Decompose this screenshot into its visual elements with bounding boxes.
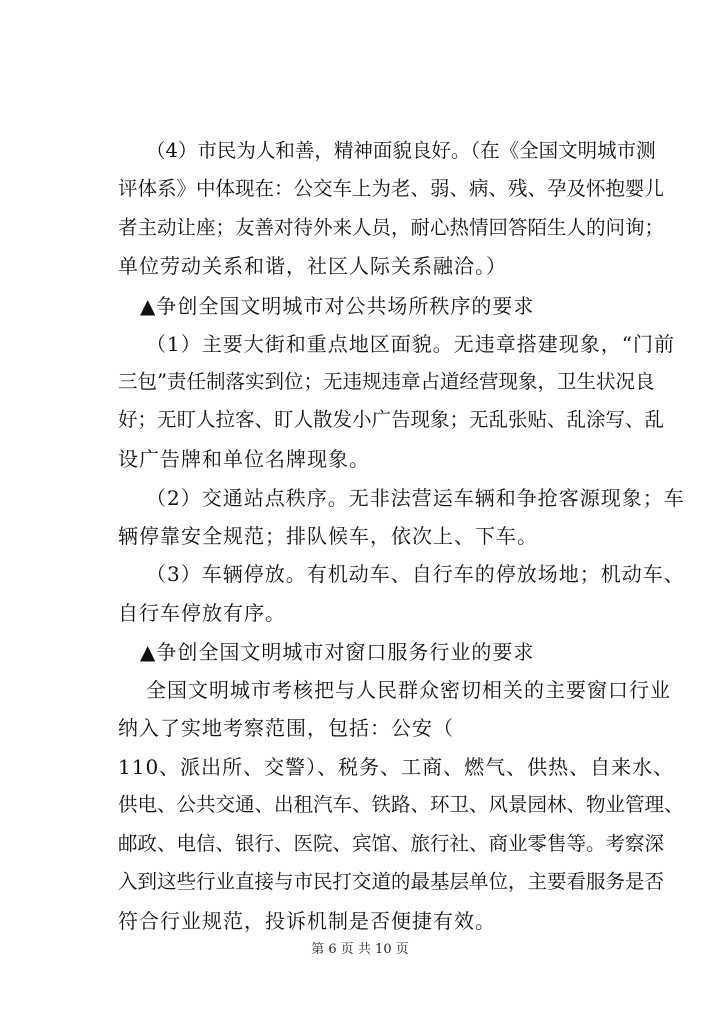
paragraph-line: （2）交通站点秩序。无非法营运车辆和争抢客源现象；车 xyxy=(146,486,685,510)
paragraph-line: 入到这些行业直接与市民打交道的最基层单位，主要看服务是否 xyxy=(118,870,665,893)
paragraph-line: 符合行业规范，投诉机制是否便捷有效。 xyxy=(118,909,496,933)
paragraph-line: 自行车停放有序。 xyxy=(118,601,286,625)
paragraph-line: 邮政、电信、银行、医院、宾馆、旅行社、商业零售等。考察深 xyxy=(118,832,665,855)
paragraph-line: 者主动让座；友善对待外来人员，耐心热情回答陌生人的问询； xyxy=(118,216,665,239)
paragraph-line: 评体系》中体现在：公交车上为老、弱、病、残、孕及怀抱婴儿 xyxy=(118,177,665,200)
paragraph-line: 辆停靠安全规范；排队候车，依次上、下车。 xyxy=(118,524,538,548)
paragraph-line: 单位劳动关系和谐，社区人际关系融洽。） xyxy=(118,254,507,278)
paragraph-line: 供电、公共交通、出租汽车、铁路、环卫、风景园林、物业管理、 xyxy=(118,793,684,816)
paragraph-line: （4）市民为人和善，精神面貌良好。（在《全国文明城市测 xyxy=(146,139,656,162)
section-heading: ▲争创全国文明城市对窗口服务行业的要求 xyxy=(140,640,535,664)
paragraph-line: 好；无盯人拉客、盯人散发小广告现象；无乱张贴、乱涂写、乱 xyxy=(118,408,665,431)
paragraph-line: 设广告牌和单位名牌现象。 xyxy=(118,447,370,471)
paragraph-line: 全国文明城市考核把与人民群众密切相关的主要窗口行业 xyxy=(146,678,671,702)
paragraph-line: 纳入了实地考察范围，包括：公安（ xyxy=(118,716,454,740)
paragraph-line: （1）主要大街和重点地区面貌。无违章搭建现象，“门前 xyxy=(146,332,675,356)
paragraph-line: （3）车辆停放。有机动车、自行车的停放场地；机动车、 xyxy=(146,562,685,586)
paragraph-line: 三包”责任制落实到位；无违规违章占道经营现象，卫生状况良 xyxy=(118,370,655,393)
page-number-footer: 第 6 页 共 10 页 xyxy=(311,942,409,957)
paragraph-line: 110、派出所、交警）、税务、工商、燃气、供热、自来水、 xyxy=(118,755,675,779)
section-heading: ▲争创全国文明城市对公共场所秩序的要求 xyxy=(140,294,535,318)
